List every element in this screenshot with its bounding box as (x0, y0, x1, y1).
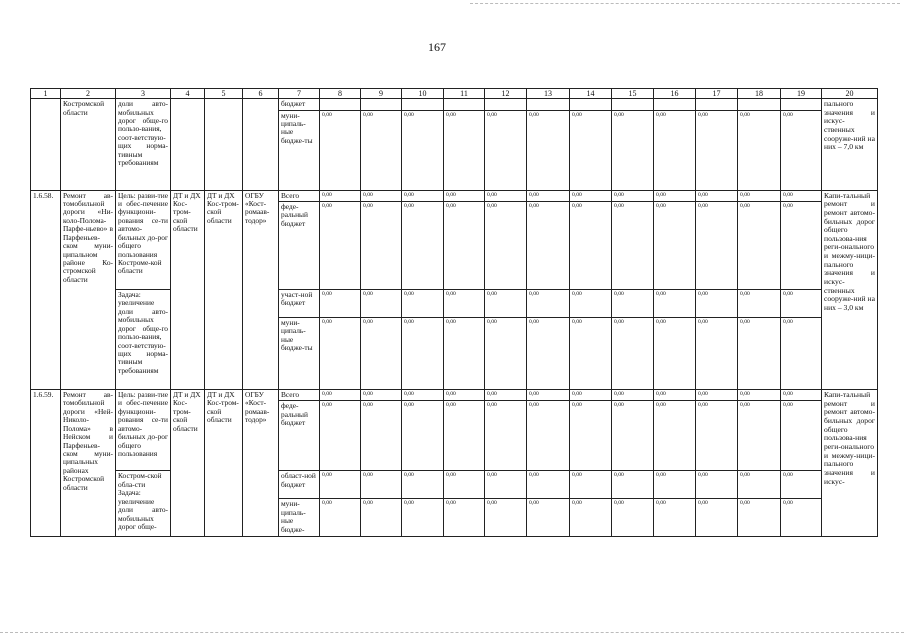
value-cell: 0,00 (444, 471, 485, 499)
value-cell: 0,00 (444, 499, 485, 537)
value-cell: 0,00 (527, 110, 570, 190)
value-cell: 0,00 (361, 190, 402, 201)
value-cell: 0,00 (361, 201, 402, 289)
col-header: 16 (654, 89, 696, 99)
value-cell: 0,00 (402, 317, 444, 389)
value-cell: 0,00 (654, 201, 696, 289)
result-cell: Капи-тальный ремонт и ремонт автомо-бильных дорог общего пользова-ния реги-онального и межму-ници-пального значения и искус- (822, 389, 878, 536)
value-cell: 0,00 (527, 201, 570, 289)
column-number-row (31, 89, 878, 99)
value-cell: 0,00 (402, 471, 444, 499)
col-header: 12 (485, 89, 527, 99)
value-cell: 0,00 (361, 317, 402, 389)
value-cell: 0,00 (361, 401, 402, 471)
value-cell: 0,00 (781, 317, 822, 389)
col-header: 1 (31, 89, 61, 99)
budget-table (30, 88, 878, 537)
value-cell: 0,00 (320, 110, 361, 190)
result-cell: пального значения и искус-ственных сооруже-ний на них – 7,0 км (822, 99, 878, 190)
value-cell: 0,00 (402, 499, 444, 537)
value-cell: 0,00 (570, 471, 612, 499)
responsible-cell: ДТ и ДХ Кос-тром-ской области (171, 389, 205, 536)
task-cell: доли авто-мобильных дорог обще-го пользо-вания, соот-ветствую-щих норма-тивным требованиям (116, 99, 171, 190)
table-row (31, 289, 878, 317)
value-cell: 0,00 (696, 317, 738, 389)
value-cell: 0,00 (320, 401, 361, 471)
value-cell: 0,00 (485, 317, 527, 389)
funding-source-cell: муни-ципаль-ные бюдже-ты (279, 317, 320, 389)
value-cell: 0,00 (361, 389, 402, 400)
value-cell: 0,00 (738, 317, 781, 389)
value-cell: 0,00 (696, 289, 738, 317)
goal-cell: Цель: разви-тие и обес-печение функциони-рования се-ти автомо-бильных до-рог общего пользования Костроме-кой области (116, 190, 171, 289)
funding-source-cell: муни-ципаль-ные бюдже-ты (279, 110, 320, 190)
value-cell (570, 99, 612, 110)
value-cell: 0,00 (485, 401, 527, 471)
col-header: 10 (402, 89, 444, 99)
value-cell: 0,00 (485, 499, 527, 537)
value-cell: 0,00 (527, 317, 570, 389)
value-cell (612, 99, 654, 110)
value-cell: 0,00 (527, 499, 570, 537)
col-header: 6 (243, 89, 279, 99)
value-cell: 0,00 (320, 499, 361, 537)
value-cell: 0,00 (738, 499, 781, 537)
value-cell (485, 99, 527, 110)
funding-source-cell: муни-ципаль-ные бюдже- (279, 499, 320, 537)
value-cell: 0,00 (781, 401, 822, 471)
customer-cell: ДТ и ДХ Кос-тром-ской области (205, 389, 243, 536)
col-header: 2 (61, 89, 116, 99)
row-id-cell: 1.6.58. (31, 190, 61, 389)
value-cell: 0,00 (485, 471, 527, 499)
value-cell: 0,00 (320, 317, 361, 389)
col-header: 9 (361, 89, 402, 99)
value-cell (654, 99, 696, 110)
value-cell: 0,00 (781, 389, 822, 400)
value-cell: 0,00 (570, 317, 612, 389)
col-header: 18 (738, 89, 781, 99)
table-row (31, 471, 878, 499)
customer-cell: ДТ и ДХ Кос-тром-ской области (205, 190, 243, 389)
project-name-cell: Ремонт ав-томобильной дороги «Ней-Николо-Полома» в Нейском и Парфеньев-ском муни-ципальных районах Костромской области (61, 389, 116, 536)
value-cell: 0,00 (781, 201, 822, 289)
value-cell: 0,00 (485, 190, 527, 201)
col-header: 15 (612, 89, 654, 99)
value-cell: 0,00 (654, 389, 696, 400)
col-header: 20 (822, 89, 878, 99)
value-cell: 0,00 (612, 401, 654, 471)
value-cell: 0,00 (485, 110, 527, 190)
value-cell: 0,00 (738, 190, 781, 201)
value-cell (444, 99, 485, 110)
value-cell: 0,00 (444, 190, 485, 201)
value-cell: 0,00 (320, 471, 361, 499)
value-cell: 0,00 (570, 499, 612, 537)
col4-cell (171, 99, 205, 190)
value-cell: 0,00 (320, 190, 361, 201)
value-cell: 0,00 (696, 471, 738, 499)
value-cell: 0,00 (696, 401, 738, 471)
value-cell: 0,00 (444, 201, 485, 289)
col5-cell (205, 99, 243, 190)
value-cell: 0,00 (444, 401, 485, 471)
value-cell (738, 99, 781, 110)
value-cell: 0,00 (570, 201, 612, 289)
value-cell: 0,00 (654, 110, 696, 190)
value-cell: 0,00 (654, 317, 696, 389)
row-id-cell: 1.6.59. (31, 389, 61, 536)
value-cell: 0,00 (402, 401, 444, 471)
value-cell: 0,00 (654, 401, 696, 471)
value-cell: 0,00 (738, 389, 781, 400)
value-cell: 0,00 (570, 190, 612, 201)
funding-source-cell: Всего (279, 389, 320, 400)
value-cell: 0,00 (527, 389, 570, 400)
value-cell: 0,00 (444, 289, 485, 317)
value-cell: 0,00 (738, 110, 781, 190)
value-cell (527, 99, 570, 110)
value-cell: 0,00 (485, 389, 527, 400)
col-header: 14 (570, 89, 612, 99)
value-cell: 0,00 (781, 471, 822, 499)
value-cell: 0,00 (738, 471, 781, 499)
value-cell: 0,00 (696, 201, 738, 289)
funding-source-cell: бюджет (279, 99, 320, 110)
value-cell: 0,00 (527, 190, 570, 201)
executor-cell: ОГБУ «Кост-ромаав-тодор» (243, 190, 279, 389)
value-cell: 0,00 (320, 201, 361, 289)
funding-source-cell: участ-ной бюджет (279, 289, 320, 317)
project-name-cell: Ремонт ав-томобильной дороги «Ни-коло-Полома-Парфе-ньево» в Парфеньев-ском муни-ципальном районе Ко-стромской области (61, 190, 116, 389)
value-cell: 0,00 (612, 201, 654, 289)
value-cell: 0,00 (654, 471, 696, 499)
funding-source-cell: феде-ральный бюджет (279, 201, 320, 289)
funding-source-cell: област-ной бюджет (279, 471, 320, 499)
value-cell: 0,00 (402, 201, 444, 289)
value-cell: 0,00 (485, 201, 527, 289)
value-cell: 0,00 (696, 190, 738, 201)
funding-source-cell: Всего (279, 190, 320, 201)
value-cell: 0,00 (485, 289, 527, 317)
value-cell: 0,00 (781, 190, 822, 201)
value-cell: 0,00 (444, 110, 485, 190)
value-cell: 0,00 (402, 389, 444, 400)
value-cell: 0,00 (781, 289, 822, 317)
value-cell: 0,00 (612, 317, 654, 389)
scan-edge-top (470, 3, 900, 4)
value-cell: 0,00 (361, 471, 402, 499)
col6-cell (243, 99, 279, 190)
value-cell: 0,00 (361, 289, 402, 317)
col-header: 17 (696, 89, 738, 99)
value-cell: 0,00 (320, 289, 361, 317)
value-cell (696, 99, 738, 110)
value-cell: 0,00 (738, 401, 781, 471)
value-cell: 0,00 (570, 289, 612, 317)
value-cell: 0,00 (612, 499, 654, 537)
value-cell: 0,00 (570, 389, 612, 400)
col-header: 19 (781, 89, 822, 99)
value-cell: 0,00 (570, 110, 612, 190)
col-header: 4 (171, 89, 205, 99)
value-cell: 0,00 (444, 389, 485, 400)
result-cell: Капи-тальный ремонт и ремонт автомо-бильных дорог общего пользова-ния реги-онального и межму-ници-пального значения и искус-ственных сооруже-ний на них – 3,0 км (822, 190, 878, 389)
task-cell: Задача: увеличение доли авто-мобильных дорог обще-го пользо-вания, соот-ветствую-щих норма-тивным требованиям (116, 289, 171, 389)
value-cell: 0,00 (527, 289, 570, 317)
col-header: 5 (205, 89, 243, 99)
value-cell: 0,00 (738, 201, 781, 289)
col-header: 7 (279, 89, 320, 99)
table-row (31, 389, 878, 400)
value-cell (361, 99, 402, 110)
value-cell: 0,00 (612, 389, 654, 400)
value-cell: 0,00 (654, 499, 696, 537)
goal-cell: Цель: разви-тие и обес-печение функциони-рования се-ти автомо-бильных до-рог общего пользования (116, 389, 171, 470)
value-cell: 0,00 (612, 190, 654, 201)
table-row (31, 99, 878, 110)
funding-source-cell: феде-ральный бюджет (279, 401, 320, 471)
row-id-cell (31, 99, 61, 190)
value-cell: 0,00 (444, 317, 485, 389)
col-header: 13 (527, 89, 570, 99)
table-row (31, 190, 878, 201)
value-cell: 0,00 (612, 110, 654, 190)
scan-edge-bottom (0, 632, 904, 633)
value-cell: 0,00 (527, 401, 570, 471)
value-cell: 0,00 (570, 401, 612, 471)
value-cell: 0,00 (696, 389, 738, 400)
value-cell (320, 99, 361, 110)
value-cell: 0,00 (361, 499, 402, 537)
col-header: 8 (320, 89, 361, 99)
col-header: 3 (116, 89, 171, 99)
value-cell: 0,00 (696, 110, 738, 190)
value-cell: 0,00 (612, 289, 654, 317)
project-name-cell: Костромской области (61, 99, 116, 190)
col-header: 11 (444, 89, 485, 99)
value-cell: 0,00 (781, 499, 822, 537)
value-cell: 0,00 (612, 471, 654, 499)
value-cell: 0,00 (402, 110, 444, 190)
value-cell (402, 99, 444, 110)
value-cell: 0,00 (654, 289, 696, 317)
value-cell: 0,00 (320, 389, 361, 400)
responsible-cell: ДТ и ДХ Кос-тром-ской области (171, 190, 205, 389)
value-cell: 0,00 (361, 110, 402, 190)
value-cell: 0,00 (402, 190, 444, 201)
value-cell (781, 99, 822, 110)
value-cell: 0,00 (738, 289, 781, 317)
value-cell: 0,00 (696, 499, 738, 537)
value-cell: 0,00 (781, 110, 822, 190)
task-cell: Костром-ской обла-сти Задача: увеличение доли авто-мобильных дорог обще- (116, 471, 171, 537)
value-cell: 0,00 (654, 190, 696, 201)
value-cell: 0,00 (527, 471, 570, 499)
value-cell: 0,00 (402, 289, 444, 317)
page-number: 167 (428, 40, 446, 54)
executor-cell: ОГБУ «Кост-ромаав-тодор» (243, 389, 279, 536)
